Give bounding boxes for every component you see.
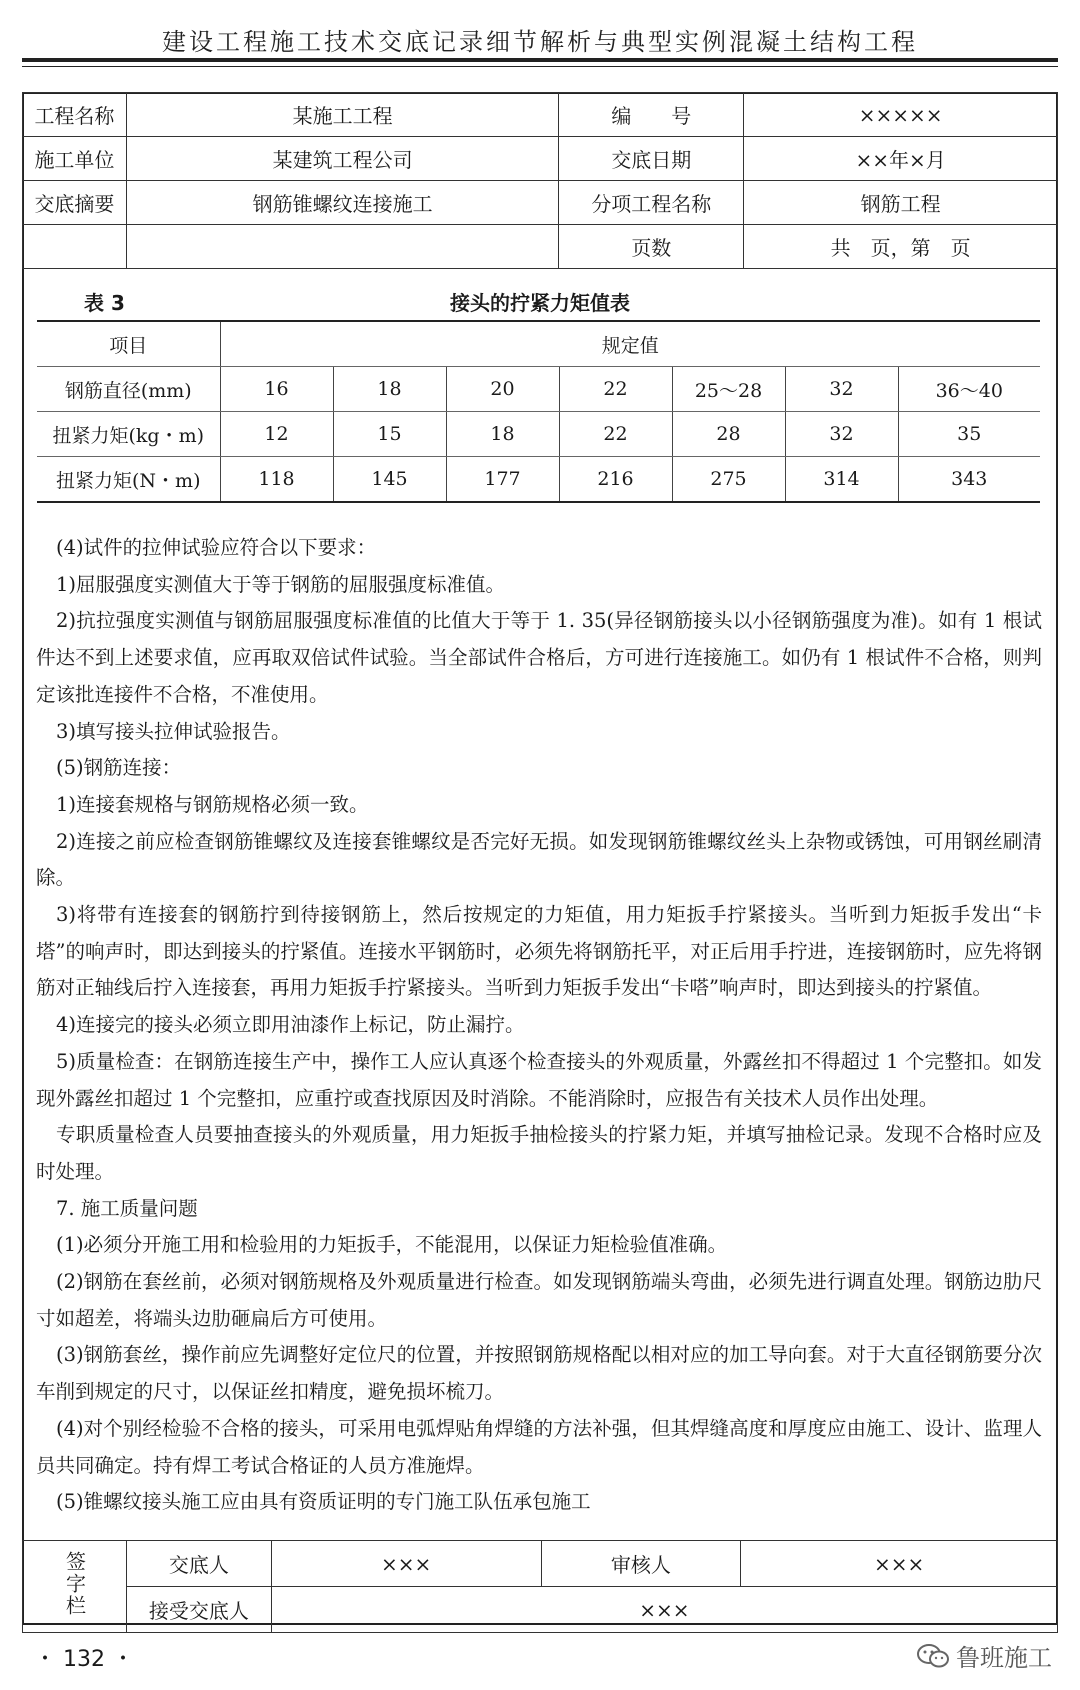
torque-table — [37, 320, 1040, 503]
unit-value: 某建筑工程公司 — [126, 137, 559, 181]
table-cell: 314 — [785, 457, 898, 503]
table-cell: 22 — [559, 412, 672, 457]
paragraph: 3)填写接头拉伸试验报告。 — [56, 719, 291, 743]
section-heading: 7. 施工质量问题 — [56, 1196, 198, 1220]
receiver-label: 接受交底人 — [126, 1587, 271, 1633]
date-label: 交底日期 — [559, 137, 744, 181]
table-cell: 18 — [333, 367, 446, 412]
table3-caption: 表 3 — [84, 291, 125, 315]
reviewer-label: 审核人 — [541, 1541, 741, 1587]
table-row — [37, 457, 1040, 503]
pages-label: 页数 — [559, 225, 744, 269]
table-cell: 22 — [559, 367, 672, 412]
unit-label: 施工单位 — [23, 137, 127, 181]
header-rule-thin — [22, 66, 1058, 67]
table-cell: 12 — [220, 412, 333, 457]
receiver-value: ××× — [271, 1587, 1057, 1633]
table-cell: 36～40 — [898, 367, 1040, 412]
reviewer-value: ××× — [741, 1541, 1058, 1587]
table-row — [37, 412, 1040, 457]
table-header-row — [37, 321, 1040, 367]
table-cell: 35 — [898, 412, 1040, 457]
sub-project-label: 分项工程名称 — [559, 181, 744, 225]
paragraph: (3)钢筋套丝，操作前应先调整好定位尺的位置，并按照钢筋规格配以相对应的加工导向套。对于大直径钢筋要分次车削到规定的尺寸，以保证丝扣精度，避免损坏梳刀。 — [36, 1343, 1042, 1404]
table-cell: 177 — [446, 457, 559, 503]
page-header-title: 建设工程施工技术交底记录细节解析与典型实例混凝土结构工程 — [162, 28, 918, 56]
project-name-value: 某施工工程 — [126, 93, 559, 137]
info-row — [23, 137, 1058, 181]
paragraph: 2)抗拉强度实测值与钢筋屈服强度标准值的比值大于等于 1. 35(异径钢筋接头以小径钢筋强度为准)。如有 1 根试件达不到上述要求值，应再取双倍试件试验。当全部试件合格后，方可进行连接施工。如仍有 1 根试件不合格，则判定该批连接件不合格，不准使用。 — [36, 609, 1042, 706]
paragraph: 1)屈服强度实测值大于等于钢筋的屈服强度标准值。 — [56, 572, 506, 596]
signature-table — [22, 1540, 1058, 1633]
paragraph: 4)连接完的接头必须立即用油漆作上标记，防止漏拧。 — [56, 1013, 525, 1037]
row-label: 扭紧力矩(kg・m) — [37, 412, 220, 457]
wechat-icon — [916, 1643, 950, 1669]
paragraph: (4)试件的拉伸试验应符合以下要求： — [56, 536, 377, 559]
table3-title: 接头的拧紧力矩值表 — [450, 291, 630, 315]
paragraph: 5)质量检查：在钢筋连接生产中，操作工人应认真逐个检查接头的外观质量，外露丝扣不得超过 1 个完整扣。如发现外露丝扣超过 1 个完整扣，应重拧或查找原因及时消除。不能消除时，应报告有关技术人员作出处理。 — [36, 1049, 1042, 1110]
empty-cell — [23, 225, 127, 269]
table-cell: 15 — [333, 412, 446, 457]
table-cell: 28 — [672, 412, 785, 457]
table-cell: 216 — [559, 457, 672, 503]
signature-row — [23, 1541, 1058, 1587]
body-text — [36, 530, 1042, 1521]
table-row — [37, 367, 1040, 412]
paragraph: 专职质量检查人员要抽查接头的外观质量，用力矩扳手抽检接头的拧紧力矩，并填写抽检记录。发现不合格时应及时处理。 — [36, 1123, 1042, 1183]
table-cell: 16 — [220, 367, 333, 412]
watermark — [916, 1638, 1052, 1673]
number-value: ××××× — [744, 93, 1058, 137]
header-rule — [22, 58, 1058, 62]
presenter-label: 交底人 — [126, 1541, 271, 1587]
watermark-text: 鲁班施工 — [956, 1644, 1052, 1672]
paragraph: (5)锥螺纹接头施工应由具有资质证明的专门施工队伍承包施工 — [56, 1490, 591, 1514]
table-cell: 118 — [220, 457, 333, 503]
pages-value: 共 页，第 页 — [744, 225, 1058, 269]
paragraph: 3)将带有连接套的钢筋拧到待接钢筋上，然后按规定的力矩值，用力矩扳手拧紧接头。当听到力矩扳手发出“卡塔”的响声时，即达到接头的拧紧值。连接水平钢筋时，必须先将钢筋托平，对正后用手拧进，连接钢筋时，应先将钢筋对正轴线后拧入连接套，再用力矩扳手拧紧接头。当听到力矩扳手发出“卡嗒”响声时，即达到接头的拧紧值。 — [36, 903, 1042, 1000]
paragraph: (5)钢筋连接： — [56, 756, 182, 780]
paragraph: 1)连接套规格与钢筋规格必须一致。 — [56, 792, 369, 816]
number-label: 编 号 — [559, 93, 744, 137]
sub-project-value: 钢筋工程 — [744, 181, 1058, 225]
info-row — [23, 181, 1058, 225]
row-label: 扭紧力矩(N・m) — [37, 457, 220, 503]
paragraph: (4)对个别经检验不合格的接头，可采用电弧焊贴角焊缝的方法补强，但其焊缝高度和厚度应由施工、设计、监理人员共同确定。持有焊工考试合格证的人员方准施焊。 — [36, 1416, 1042, 1477]
info-table — [22, 92, 1058, 269]
paragraph: 2)连接之前应检查钢筋锥螺纹及连接套锥螺纹是否完好无损。如发现钢筋锥螺纹丝头上杂物或锈蚀，可用钢丝刷清除。 — [36, 829, 1042, 890]
info-row — [23, 225, 1058, 269]
item-header: 项目 — [37, 321, 220, 367]
signature-section-label — [23, 1541, 127, 1633]
signature-section-text: 签字栏 — [62, 1551, 87, 1617]
table-cell: 25～28 — [672, 367, 785, 412]
table-cell: 20 — [446, 367, 559, 412]
row-label: 钢筋直径(mm) — [37, 367, 220, 412]
summary-value: 钢筋锥螺纹连接施工 — [126, 181, 559, 225]
table-cell: 275 — [672, 457, 785, 503]
table-cell: 32 — [785, 412, 898, 457]
summary-label: 交底摘要 — [23, 181, 127, 225]
table-cell: 145 — [333, 457, 446, 503]
paragraph: (1)必须分开施工用和检验用的力矩扳手，不能混用，以保证力矩检验值准确。 — [56, 1233, 728, 1257]
presenter-value: ××× — [271, 1541, 541, 1587]
empty-cell — [126, 225, 559, 269]
paragraph: (2)钢筋在套丝前，必须对钢筋规格及外观质量进行检查。如发现钢筋端头弯曲，必须先进行调直处理。钢筋边肋尺寸如超差，将端头边肋砸扁后方可使用。 — [36, 1270, 1042, 1330]
signature-row — [23, 1587, 1058, 1633]
table-cell: 18 — [446, 412, 559, 457]
table-cell: 343 — [898, 457, 1040, 503]
page-number: ・ 132 ・ — [34, 1647, 134, 1672]
date-value: ××年×月 — [744, 137, 1058, 181]
spec-header: 规定值 — [220, 321, 1040, 367]
table-cell: 32 — [785, 367, 898, 412]
info-row — [23, 93, 1058, 137]
project-name-label: 工程名称 — [23, 93, 127, 137]
